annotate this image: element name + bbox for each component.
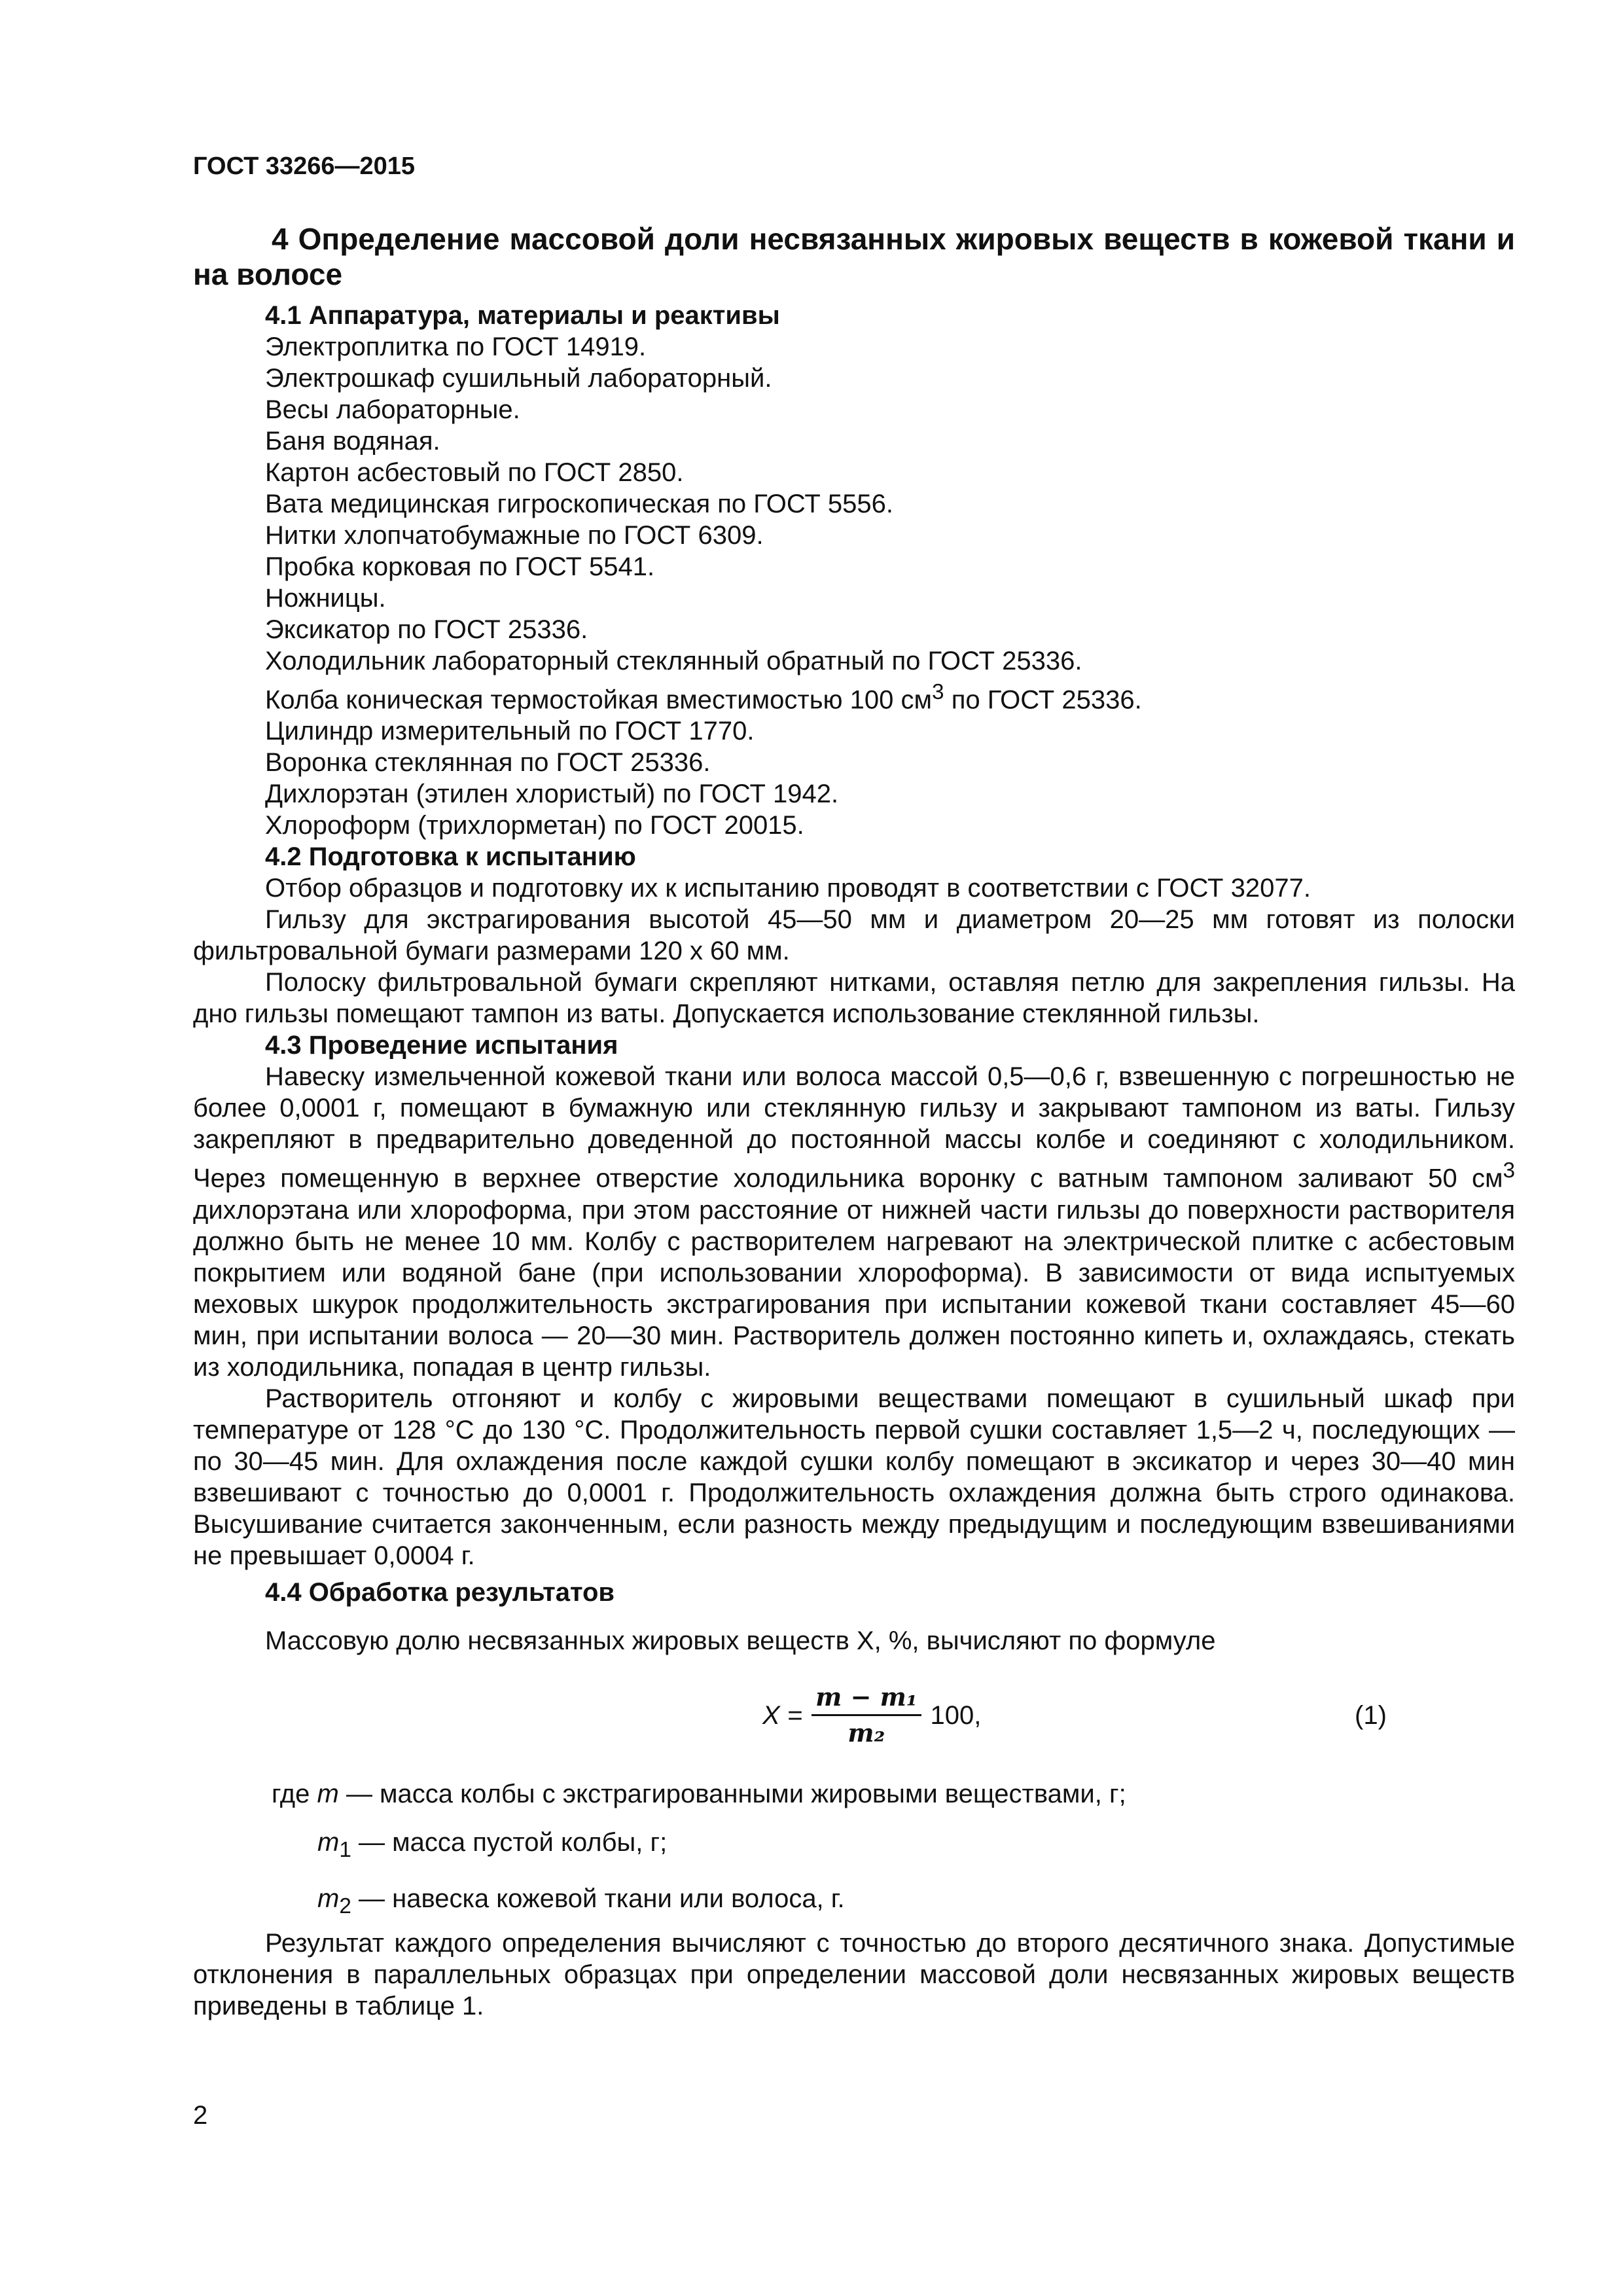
list-item: Цилиндр измерительный по ГОСТ 1770.	[265, 717, 755, 746]
subsection-4-4-title: 4.4 Обработка результатов	[265, 1577, 615, 1607]
paragraph-text: Навеску измельченной кожевой ткани или волоса массой 0,5—0,6 г, взвешенную с погрешностью не более 0,0001 г, помещают в бумажную или стеклянную гильзу и закрывают тампоном из ваты. Гильзу закрепляют в предварительно доведенной до постоянной массы колбе и соединяют с холодильником. Через помещенную в верхнее отверстие холодильника воронку с ватным тампоном заливают 50 см	[193, 1062, 1515, 1193]
list-item: Электроплитка по ГОСТ 14919.	[265, 332, 647, 361]
list-item	[193, 677, 1515, 715]
paragraph: Растворитель отгоняют и колбу с жировыми веществами помещают в сушильный шкаф при температуре от 128 °С до 130 °С. Продолжительность первой сушки составляет 1,5—2 ч, последующих — по 30—45 мин. Для охлаждения после каждой сушки колбу помещают в эксикатор и через 30—40 мин взвешивают с точностью до 0,0001 г. Продолжительность охлаждения должна быть строго одинакова. Высушивание считается законченным, если разность между предыдущим и последующим взвешиваниями не превышает 0,0004 г.	[193, 1384, 1515, 1570]
equipment-list	[193, 331, 1515, 841]
list-item: Баня водяная.	[265, 427, 440, 456]
formula-lead: Массовую долю несвязанных жировых веществ Х, %, вычисляют по формуле	[265, 1626, 1216, 1655]
paragraph	[193, 1061, 1515, 1382]
list-item: Вата медицинская гигроскопическая по ГОСТ 5556.	[265, 490, 894, 518]
section-title: 4 Определение массовой доли несвязанных жировых веществ в кожевой ткани и на волосе	[193, 222, 1515, 291]
list-item: Нитки хлопчатобумажные по ГОСТ 6309.	[265, 521, 764, 550]
symbol-m: m	[317, 1779, 339, 1808]
list-item: Пробка корковая по ГОСТ 5541.	[265, 552, 655, 581]
list-item: Воронка стеклянная по ГОСТ 25336.	[265, 748, 711, 778]
where-m2-text: — навеска кожевой ткани или волоса, г.	[351, 1884, 845, 1913]
paragraph: Отбор образцов и подготовку их к испытанию проводят в соответствии с ГОСТ 32077.	[265, 874, 1311, 903]
list-item: Дихлорэтан (этилен хлористый) по ГОСТ 1942.	[265, 780, 839, 809]
paragraph-text: дихлорэтана или хлороформа, при этом расстояние от нижней части гильзы до поверхности растворителя должно быть не менее 10 мм. Колбу с растворителем нагревают на электрической плитке с асбестовым покрытием или водяной бане (при использовании хлороформа). В зависимости от вида испытуемых меховых шкурок продолжительность экстрагирования при испытании кожевой ткани составляет 45—60 мин, при испытании волоса — 20—30 мин. Растворитель должен постоянно кипеть и, охлаждаясь, стекать из холодильника, попадая в центр гильзы.	[193, 1195, 1515, 1382]
list-item-text: Колба коническая термостойкая вместимостью 100 см	[265, 685, 933, 715]
where-m1	[193, 1827, 1515, 1866]
subsection-4-1-title: 4.1 Аппаратура, материалы и реактивы	[265, 301, 780, 330]
paragraph: Полоску фильтровальной бумаги скрепляют нитками, оставляя петлю для закрепления гильзы. На дно гильзы помещают тампон из ваты. Допускается использование стеклянной гильзы.	[193, 968, 1515, 1029]
list-item: Картон асбестовый по ГОСТ 2850.	[265, 458, 684, 487]
superscript: 3	[1503, 1158, 1515, 1183]
list-item: Хлороформ (трихлорметан) по ГОСТ 20015.	[265, 811, 804, 840]
formula	[762, 1676, 981, 1755]
list-item: Весы лабораторные.	[265, 395, 520, 424]
list-item: Холодильник лабораторный стеклянный обратный по ГОСТ 25336.	[265, 647, 1082, 675]
symbol-m2: m	[317, 1884, 340, 1913]
superscript: 3	[932, 680, 944, 704]
where-m-text: — масса колбы с экстрагированными жировыми веществами, г;	[338, 1779, 1126, 1808]
where-prefix: где	[272, 1779, 317, 1808]
formula-numerator: m − m₁	[812, 1683, 921, 1716]
subsection-4-2-title: 4.2 Подготовка к испытанию	[265, 842, 636, 872]
subscript: 2	[339, 1893, 351, 1918]
document-header: ГОСТ 33266—2015	[193, 152, 416, 180]
list-item: Ножницы.	[265, 584, 386, 613]
where-m1-text: — масса пустой колбы, г;	[351, 1827, 668, 1857]
formula-number: (1)	[1355, 1700, 1387, 1730]
formula-tail: 100,	[930, 1700, 982, 1730]
page-number: 2	[193, 2101, 208, 2130]
subscript: 1	[339, 1837, 351, 1862]
list-item: Электрошкаф сушильный лабораторный.	[265, 364, 772, 393]
formula-block	[193, 1676, 1515, 1755]
where-m	[193, 1778, 1515, 1810]
symbol-m1: m	[317, 1827, 340, 1857]
list-item-tail: по ГОСТ 25336.	[944, 685, 1142, 715]
subsection-4-3-title: 4.3 Проведение испытания	[265, 1031, 618, 1060]
formula-lhs: X =	[762, 1700, 803, 1730]
formula-fraction	[812, 1683, 921, 1748]
paragraph: Гильзу для экстрагирования высотой 45—50 мм и диаметром 20—25 мм готовят из полоски фильтровальной бумаги размерами 120 х 60 мм.	[193, 905, 1515, 966]
formula-denominator: m₂	[847, 1718, 885, 1748]
result-paragraph: Результат каждого определения вычисляют с точностью до второго десятичного знака. Допустимые отклонения в параллельных образцах при определении массовой доли несвязанных жировых веществ приведены в таблице 1.	[193, 1928, 1515, 2020]
list-item: Эксикатор по ГОСТ 25336.	[265, 615, 588, 644]
where-m2	[193, 1883, 1515, 1922]
document-page	[193, 151, 1515, 2022]
